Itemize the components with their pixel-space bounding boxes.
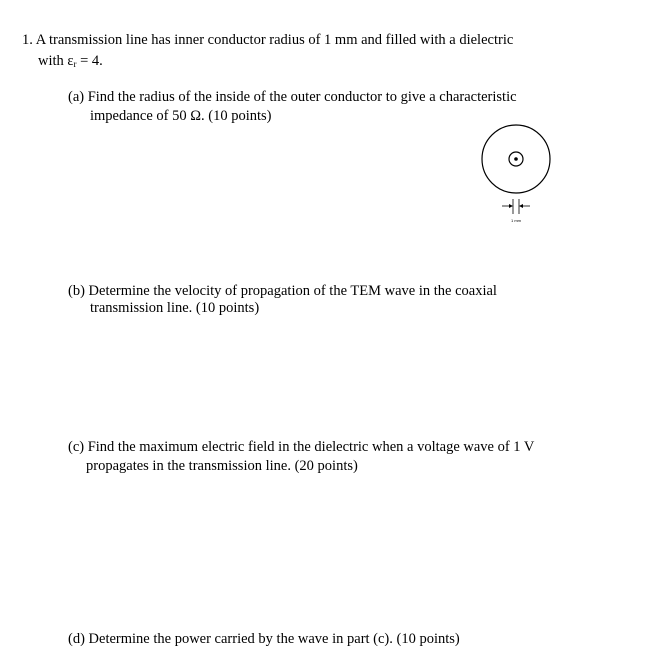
epsilon-subscript: r [73,59,77,69]
problem-intro-text: A transmission line has inner conductor radius of 1 mm and filled with a dielectric [35,32,514,48]
problem-number: 1. [22,32,33,48]
part-b-line-1: (b) Determine the velocity of propagation of the TEM wave in the coaxial [68,283,497,299]
problem-intro-suffix: = 4. [76,53,103,69]
problem-intro-prefix: with ε [38,53,74,69]
problem-intro-line-1 [22,31,513,49]
part-c-line-1: (c) Find the maximum electric field in the dielectric when a voltage wave of 1 V [68,439,535,455]
dimension-right-arrowhead [519,204,523,208]
coaxial-cross-section-figure [478,124,558,234]
part-a-line-1: (a) Find the radius of the inside of the outer conductor to give a characteristic [68,89,517,105]
part-b-line-2: transmission line. (10 points) [90,300,260,316]
problem-intro-line-2 [38,52,103,73]
dimension-left-arrowhead [509,204,513,208]
part-d-line-1: (d) Determine the power carried by the wave in part (c). (10 points) [68,631,460,647]
part-a-line-2: impedance of 50 Ω. (10 points) [90,108,272,124]
dimension-label: 1 mm [511,218,521,223]
part-c-line-2: propagates in the transmission line. (20 points) [86,458,358,474]
inner-conductor-center-dot [514,157,518,161]
